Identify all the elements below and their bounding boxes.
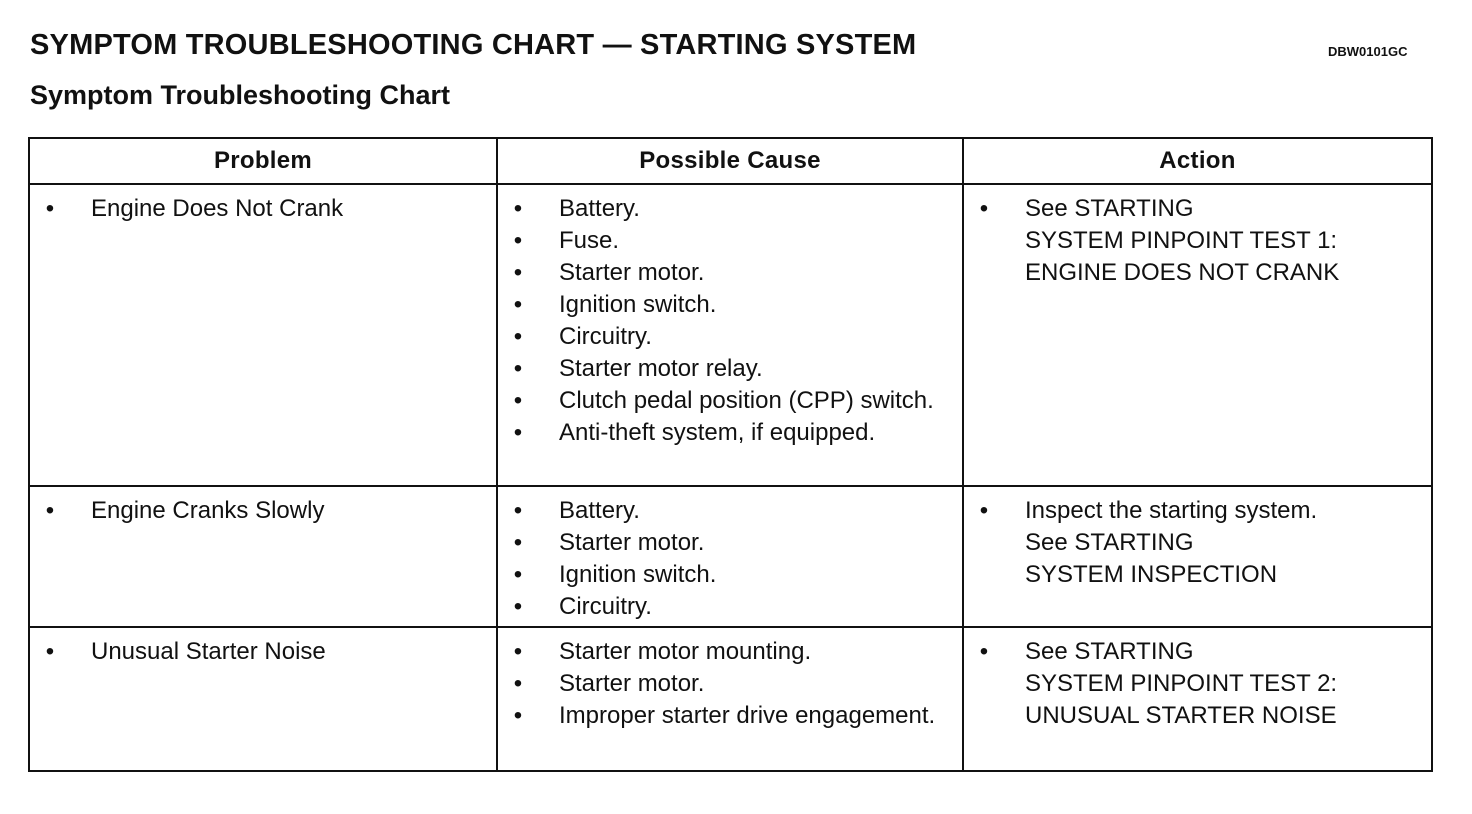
cause-text: Improper starter drive engagement. — [559, 702, 936, 729]
cause-text: Ignition switch. — [559, 561, 717, 588]
cause-text: Anti-theft system, if equipped. — [559, 419, 876, 446]
action-cell — [963, 486, 1432, 627]
bullet-icon: • — [513, 227, 523, 254]
cause-text: Circuitry. — [559, 593, 652, 620]
list-item — [964, 495, 1421, 591]
cause-text: Starter motor mounting. — [559, 638, 812, 665]
action-text: See STARTING SYSTEM PINPOINT TEST 2: UNUSUAL STARTER NOISE — [1025, 638, 1338, 729]
troubleshooting-table — [28, 137, 1433, 772]
bullet-icon: • — [513, 497, 523, 524]
list-item — [498, 193, 952, 225]
cause-text: Battery. — [559, 497, 640, 524]
problem-cell — [29, 184, 497, 486]
problem-text: Unusual Starter Noise — [91, 638, 326, 665]
cause-text: Ignition switch. — [559, 291, 717, 318]
list-item — [498, 700, 952, 732]
bullet-icon: • — [513, 593, 523, 620]
bullet-icon: • — [979, 638, 989, 665]
bullet-icon: • — [513, 259, 523, 286]
section-subtitle: Symptom Troubleshooting Chart — [30, 80, 451, 110]
cause-text: Clutch pedal position (CPP) switch. — [559, 387, 934, 414]
header-row — [29, 138, 1432, 184]
list-item — [498, 495, 952, 527]
bullet-icon: • — [513, 387, 523, 414]
list-item — [30, 636, 486, 668]
page-title: SYMPTOM TROUBLESHOOTING CHART — STARTING SYSTEM — [30, 29, 917, 61]
cause-cell — [497, 184, 963, 486]
list-item — [30, 495, 486, 527]
bullet-icon: • — [513, 195, 523, 222]
list-item — [498, 636, 952, 668]
bullet-icon: • — [513, 323, 523, 350]
cause-cell — [497, 486, 963, 627]
action-cell — [963, 627, 1432, 771]
cause-cell — [497, 627, 963, 771]
list-item — [498, 289, 952, 321]
column-header-problem: Problem — [29, 138, 497, 184]
cause-text: Starter motor. — [559, 670, 705, 697]
list-item — [964, 193, 1421, 289]
bullet-icon: • — [45, 497, 55, 524]
cause-text: Starter motor. — [559, 529, 705, 556]
problem-cell — [29, 486, 497, 627]
column-header-action: Action — [963, 138, 1432, 184]
table-row — [29, 627, 1432, 771]
bullet-icon: • — [513, 529, 523, 556]
list-item — [498, 591, 952, 623]
bullet-icon: • — [513, 561, 523, 588]
list-item — [498, 225, 952, 257]
bullet-icon: • — [513, 638, 523, 665]
list-item — [498, 417, 952, 449]
bullet-icon: • — [979, 195, 989, 222]
document-code: DBW0101GC — [1328, 44, 1408, 59]
list-item — [30, 193, 486, 225]
cause-text: Circuitry. — [559, 323, 652, 350]
bullet-icon: • — [45, 195, 55, 222]
list-item — [498, 385, 952, 417]
cause-text: Battery. — [559, 195, 640, 222]
table-row — [29, 486, 1432, 627]
bullet-icon: • — [513, 355, 523, 382]
table-row — [29, 184, 1432, 486]
problem-text: Engine Cranks Slowly — [91, 497, 325, 524]
list-item — [498, 321, 952, 353]
list-item — [964, 636, 1421, 732]
list-item — [498, 353, 952, 385]
list-item — [498, 527, 952, 559]
bullet-icon: • — [979, 497, 989, 524]
bullet-icon: • — [513, 291, 523, 318]
action-text: Inspect the starting system. See STARTING SYSTEM INSPECTION — [1025, 497, 1318, 588]
list-item — [498, 559, 952, 591]
action-cell — [963, 184, 1432, 486]
bullet-icon: • — [45, 638, 55, 665]
action-text: See STARTING SYSTEM PINPOINT TEST 1: ENGINE DOES NOT CRANK — [1025, 195, 1340, 286]
cause-text: Starter motor relay. — [559, 355, 763, 382]
cause-text: Fuse. — [559, 227, 620, 254]
bullet-icon: • — [513, 670, 523, 697]
problem-text: Engine Does Not Crank — [91, 195, 344, 222]
cause-text: Starter motor. — [559, 259, 705, 286]
problem-cell — [29, 627, 497, 771]
list-item — [498, 668, 952, 700]
column-header-possible-cause: Possible Cause — [497, 138, 963, 184]
bullet-icon: • — [513, 702, 523, 729]
bullet-icon: • — [513, 419, 523, 446]
table-header — [29, 138, 1432, 184]
list-item — [498, 257, 952, 289]
